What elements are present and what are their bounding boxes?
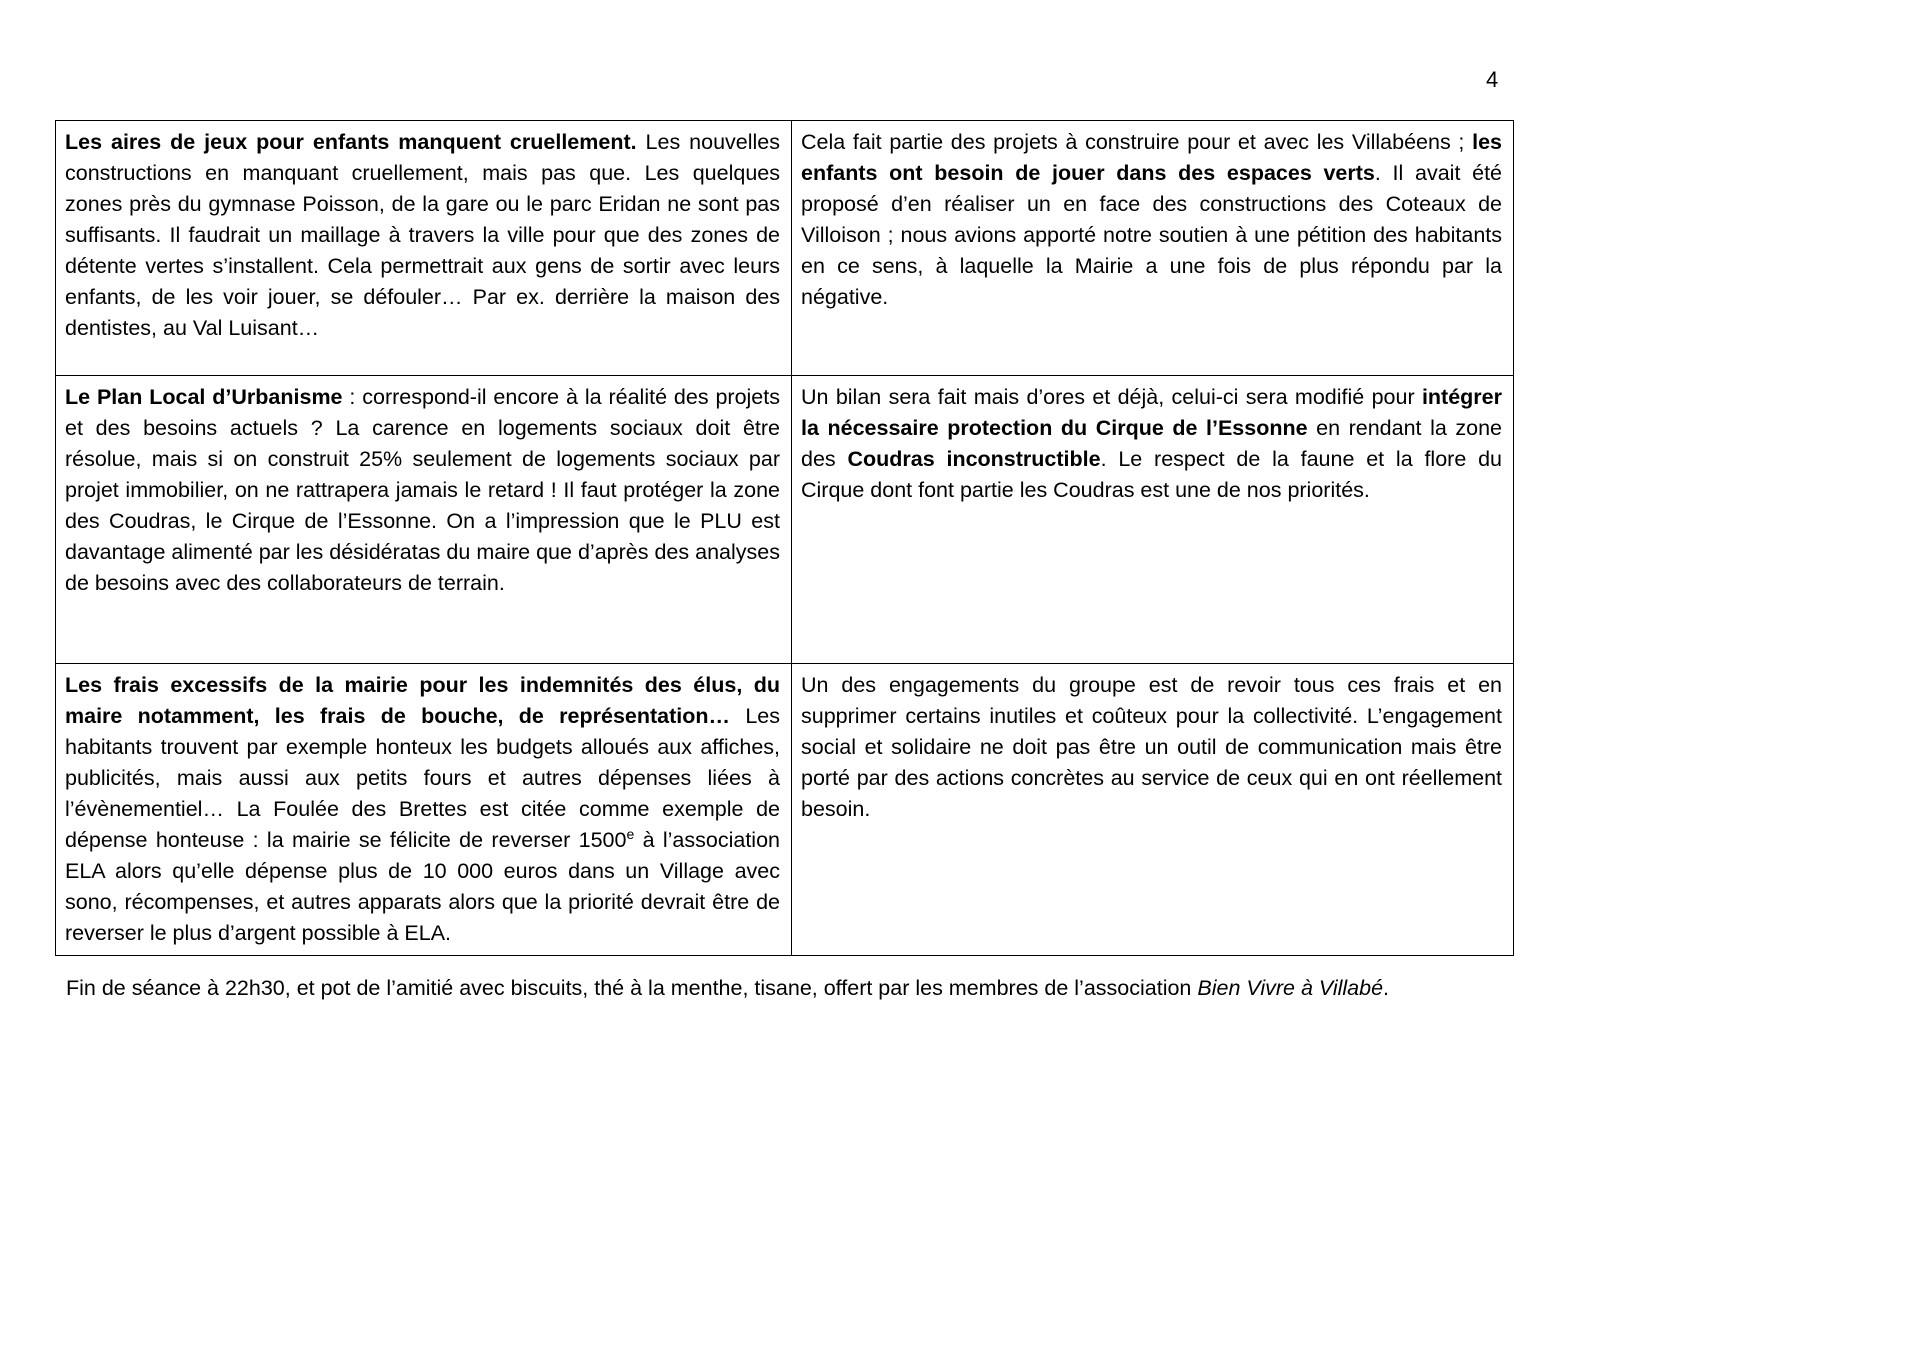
text-segment: Les habitants trouvent par exemple honteux les budgets alloués aux affiches, publicités, mais aussi aux petits fours et autres dépenses liées à l’évènementiel… La Foulée des Brettes est citée comme exemple de dépense honteuse : la mairie se félicite de reverser 1500 [65, 704, 780, 852]
cell-question-expenses [56, 664, 792, 956]
text-segment: Les nouvelles constructions en manquant cruellement, mais pas que. Les quelques zones près du gymnase Poisson, de la gare ou le parc Eridan ne sont pas suffisants. Il faudrait un maillage à travers la ville pour que des zones de détente vertes s’installent. Cela permettrait aux gens de sortir avec leurs enfants, de les voir jouer, se défouler… Par ex. derrière la maison des dentistes, au Val Luisant… [65, 130, 781, 340]
text-segment: Cela fait partie des projets à construire pour et avec les Villabéens ; [801, 130, 1473, 154]
text-segment: en rendant la zone des [801, 416, 1502, 471]
text-segment: . Il avait été proposé d’en réaliser un en face des constructions des Coteaux de Villoison ; nous avions apporté notre soutien à une pétition des habitants en ce sens, à laquelle la Mairie a une fois de plus répondu par la négative. [801, 161, 1502, 309]
superscript-e: e [626, 825, 635, 842]
text-segment: les enfants ont besoin de jouer dans des espaces verts [801, 130, 1502, 185]
text-segment: Un des engagements du groupe est de revoir tous ces frais et en supprimer certains inutiles et coûteux pour la collectivité. L’engagement social et solidaire ne doit pas être un outil de communication mais être porté par des actions concrètes au service de ceux qui en ont réellement besoin. [801, 673, 1502, 821]
minutes-table-container [55, 120, 1513, 956]
text-segment: Les frais excessifs de la mairie pour les indemnités des élus, du maire notamment, les frais de bouche, de représentation… [65, 673, 780, 728]
text-segment: Un bilan sera fait mais d’ores et déjà, celui-ci sera modifié pour [801, 385, 1422, 409]
text-segment: intégrer la nécessaire protection du Cirque de l’Essonne [801, 385, 1502, 440]
text-segment: Les aires de jeux pour enfants manquent cruellement. [65, 130, 637, 154]
cell-question-playgrounds [56, 121, 792, 376]
closing-note [66, 973, 1512, 1004]
cell-answer-playgrounds [792, 121, 1514, 376]
page-number: 4 [1486, 67, 1499, 92]
table-row-playgrounds [56, 121, 1514, 376]
table-row-plu [56, 376, 1514, 664]
text-segment: . Le respect de la faune et la flore du Cirque dont font partie les Coudras est une de nos priorités. [801, 447, 1502, 502]
text-segment: Le Plan Local d’Urbanisme [65, 385, 343, 409]
association-name: Bien Vivre à Villabé [1197, 976, 1384, 1000]
minutes-table [55, 120, 1514, 956]
text-segment: . [1383, 976, 1390, 1000]
text-segment: : correspond-il encore à la réalité des projets et des besoins actuels ? La carence en logements sociaux doit être résolue, mais si on construit 25% seulement de logements sociaux par projet immobilier, on ne rattrapera jamais le retard ! Il faut protéger la zone des Coudras, le Cirque de l’Essonne. On a l’impression que le PLU est davantage alimenté par les désidératas du maire que d’après des analyses de besoins avec des collaborateurs de terrain. [65, 385, 780, 595]
cell-answer-expenses [792, 664, 1514, 956]
text-segment: Fin de séance à 22h30, et pot de l’amitié avec biscuits, thé à la menthe, tisane, offert par les membres de l’association [66, 976, 1198, 1000]
table-row-expenses [56, 664, 1514, 956]
text-segment: à l’association ELA alors qu’elle dépense plus de 10 000 euros dans un Village avec sono, récompenses, et autres apparats alors que la priorité devrait être de reverser le plus d’argent possible à ELA. [65, 828, 780, 945]
text-segment: Coudras inconstructible [847, 447, 1101, 471]
cell-question-plu [56, 376, 792, 664]
cell-answer-plu [792, 376, 1514, 664]
